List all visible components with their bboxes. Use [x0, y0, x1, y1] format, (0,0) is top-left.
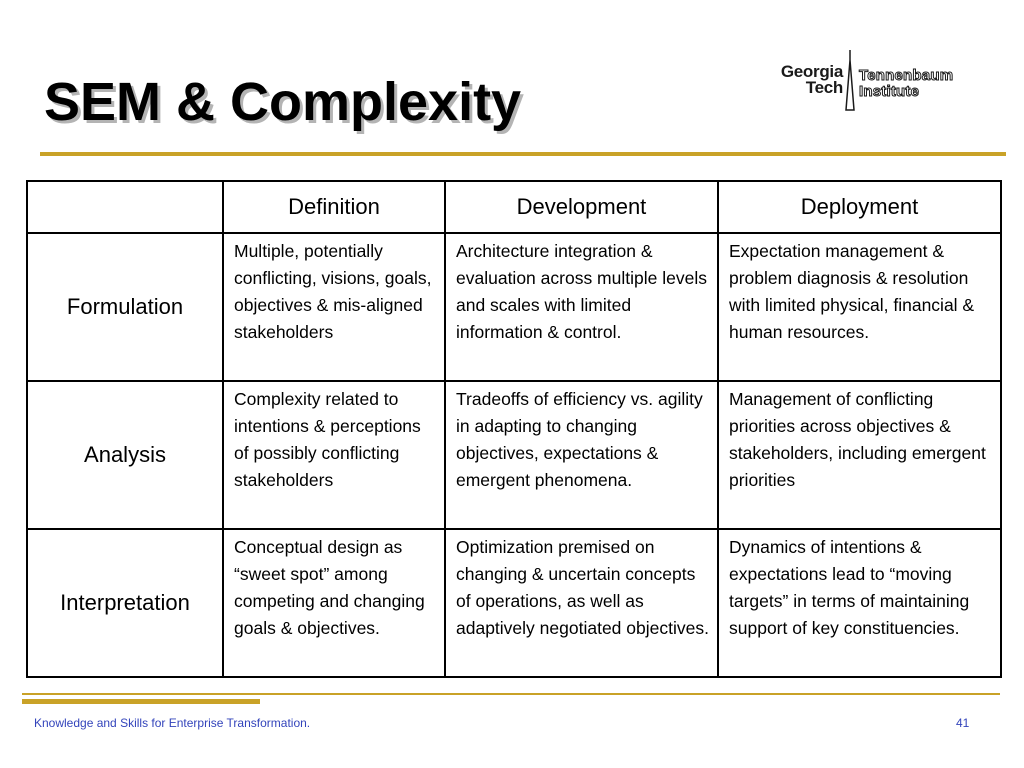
title-underline-rule	[40, 152, 1006, 156]
page-number: 41	[956, 716, 970, 730]
slide-title: SEM & Complexity	[44, 72, 522, 132]
row-header-interpretation: Interpretation	[27, 529, 223, 677]
table-header-row	[27, 181, 1001, 233]
logo-line-institute: Institute	[859, 83, 920, 100]
footer-text: Knowledge and Skills for Enterprise Transformation.	[34, 716, 311, 730]
table-row-interpretation	[27, 529, 1001, 677]
cell-interpretation-development: Optimization premised on changing & uncertain concepts of operations, as well as adaptively negotiated objectives.	[445, 529, 718, 677]
cell-interpretation-deployment: Dynamics of intentions & expectations lead to “moving targets” in terms of maintaining support of key constituencies.	[718, 529, 1001, 677]
logo-line-tech: Tech	[805, 78, 843, 97]
cell-interpretation-definition: Conceptual design as “sweet spot” among competing and changing goals & objectives.	[223, 529, 445, 677]
logo-line-tennenbaum: Tennenbaum	[859, 67, 954, 84]
footer-rule-thick	[22, 699, 260, 704]
column-header-development: Development	[445, 181, 718, 233]
table-row-analysis	[27, 381, 1001, 529]
column-header-deployment: Deployment	[718, 181, 1001, 233]
cell-formulation-definition: Multiple, potentially conflicting, visions, goals, objectives & mis-aligned stakeholders	[223, 233, 445, 381]
logo-line-georgia: Georgia	[780, 62, 843, 81]
row-header-analysis: Analysis	[27, 381, 223, 529]
cell-analysis-development: Tradeoffs of efficiency vs. agility in adapting to changing objectives, expectations & emergent phenomena.	[445, 381, 718, 529]
row-header-formulation: Formulation	[27, 233, 223, 381]
logo-georgia-tech-wordmark	[757, 64, 843, 96]
table-row-formulation	[27, 233, 1001, 381]
tech-tower-spire-icon	[844, 50, 856, 114]
column-header-empty	[27, 181, 223, 233]
logo-tennenbaum-wordmark	[859, 68, 953, 100]
cell-formulation-deployment: Expectation management & problem diagnosis & resolution with limited physical, financial & human resources.	[718, 233, 1001, 381]
cell-formulation-development: Architecture integration & evaluation across multiple levels and scales with limited information & control.	[445, 233, 718, 381]
cell-analysis-definition: Complexity related to intentions & perceptions of possibly conflicting stakeholders	[223, 381, 445, 529]
georgia-tech-tennenbaum-logo	[757, 50, 989, 114]
footer-rule-thin	[22, 693, 1000, 695]
cell-analysis-deployment: Management of conflicting priorities across objectives & stakeholders, including emergent priorities	[718, 381, 1001, 529]
column-header-definition: Definition	[223, 181, 445, 233]
complexity-matrix-table	[26, 180, 1002, 678]
